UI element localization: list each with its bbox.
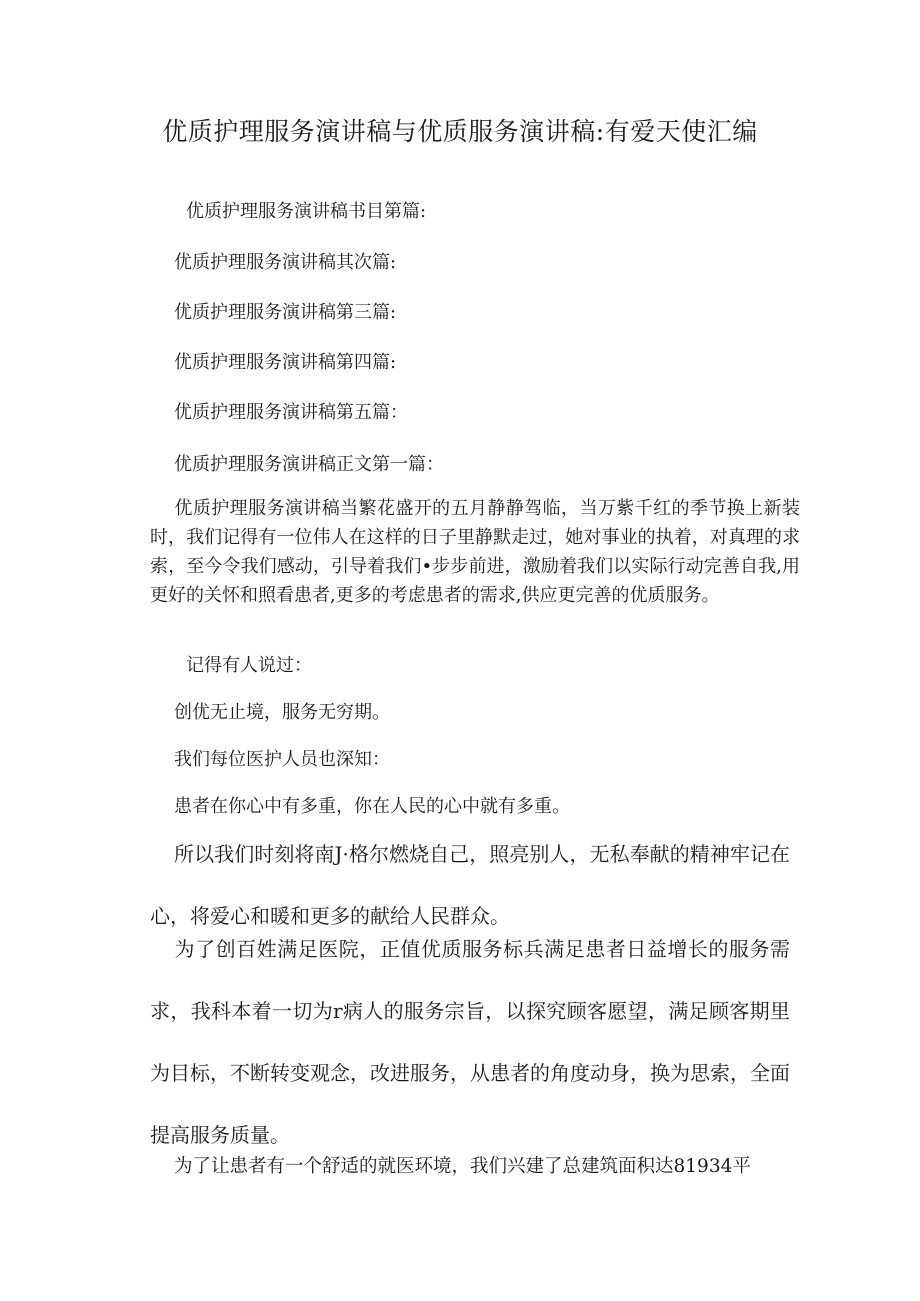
- text-line: 记得有人说过：: [186, 655, 312, 676]
- toc-item: 优质护理服务演讲稿其次篇:: [174, 252, 397, 273]
- toc-item: 优质护理服务演讲稿第三篇:: [174, 302, 397, 323]
- toc-item: 优质护理服务演讲稿书目第篇:: [186, 201, 427, 222]
- toc-item: 优质护理服务演讲稿第五篇：: [174, 402, 408, 423]
- toc-item: 优质护理服务演讲稿正文第一篇：: [174, 454, 444, 475]
- text-line: 我们每位医护人员也深知：: [174, 749, 390, 770]
- paragraph-intro-text: 优质护理服务演讲稿当繁花盛开的五月静静驾临，当万紫千红的季节换上新装时，我们记得有一位伟人在这样的日子里静默走过，她对事业的执着，对真理的求索，至今令我们感动，引导着我们•步步前进，激励着我们以实际行动完善自我,用更好的关怀和照看患者,更多的考虑患者的需求,供应更完善的优质服务。: [150, 498, 800, 606]
- document-title: 优质护理服务演讲稿与优质服务演讲稿:有爱天使汇编: [162, 117, 758, 146]
- paragraph-environment-text: 为了让患者有一个舒适的就医环境，我们兴建了总建筑面积达81934平: [174, 1156, 751, 1177]
- paragraph-spirit-text: 所以我们时刻将南J·格尔燃烧自己，照亮别人，无私奉献的精神牢记在心，将爱心和暖和更多的献给人民群众。: [150, 842, 790, 928]
- paragraph-environment: [150, 1136, 790, 1198]
- paragraph-intro: [150, 494, 800, 610]
- toc-item: 优质护理服务演讲稿第四篇:: [174, 352, 397, 373]
- paragraph-service: [150, 918, 790, 1166]
- text-line: 患者在你心中有多重，你在人民的心中就有多重。: [174, 796, 570, 817]
- paragraph-service-text: 为了创百姓满足医院，正值优质服务标兵满足患者日益增长的服务需求，我科本着一切为r病人的服务宗旨，以探究顾客愿望，满足顾客期里为目标，不断转变观念，改进服务，从患者的角度动身，换为思索，全面提高服务质量。: [150, 937, 790, 1147]
- text-line: 创优无止境，服务无穷期。: [174, 702, 390, 723]
